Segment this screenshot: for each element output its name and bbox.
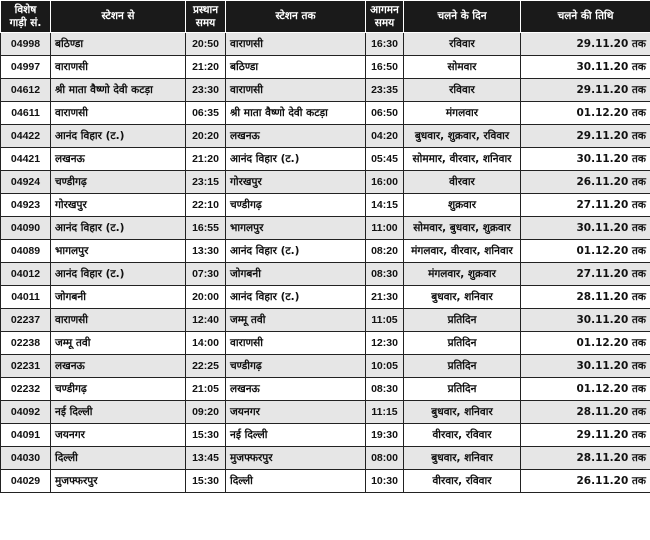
to-station: लखनऊ: [226, 378, 366, 401]
departure-time: 15:30: [186, 424, 226, 447]
train-number: 04092: [1, 401, 51, 424]
train-number: 02237: [1, 309, 51, 332]
table-row: [1, 286, 650, 309]
arrival-time: 19:30: [366, 424, 404, 447]
departure-time: 20:20: [186, 125, 226, 148]
valid-until-date: 01.12.20 तक: [521, 378, 650, 401]
arrival-time: 14:15: [366, 194, 404, 217]
table-row: [1, 125, 650, 148]
valid-until-date: 30.11.20 तक: [521, 355, 650, 378]
valid-until-date: 29.11.20 तक: [521, 424, 650, 447]
arrival-time: 12:30: [366, 332, 404, 355]
to-station: आनंद विहार (ट.): [226, 148, 366, 171]
running-days: प्रतिदिन: [404, 378, 521, 401]
departure-time: 23:30: [186, 79, 226, 102]
arrival-time: 11:00: [366, 217, 404, 240]
valid-until-date: 29.11.20 तक: [521, 79, 650, 102]
departure-time: 21:20: [186, 148, 226, 171]
valid-until-date: 27.11.20 तक: [521, 263, 650, 286]
valid-until-date: 30.11.20 तक: [521, 309, 650, 332]
from-station: बठिण्डा: [51, 33, 186, 56]
header-arrival: [366, 1, 404, 33]
train-number: 04924: [1, 171, 51, 194]
running-days: मंगलवार, शुक्रवार: [404, 263, 521, 286]
valid-until-date: 01.12.20 तक: [521, 332, 650, 355]
to-station: लखनऊ: [226, 125, 366, 148]
header-train-no-line1: विशेष: [14, 3, 37, 16]
from-station: जयनगर: [51, 424, 186, 447]
to-station: दिल्ली: [226, 470, 366, 493]
table-row: [1, 194, 650, 217]
to-station: नई दिल्ली: [226, 424, 366, 447]
running-days: बुधवार, शनिवार: [404, 286, 521, 309]
train-number: 04611: [1, 102, 51, 125]
departure-time: 21:05: [186, 378, 226, 401]
to-station: गोरखपुर: [226, 171, 366, 194]
running-days: वीरवार, रविवार: [404, 470, 521, 493]
from-station: वाराणसी: [51, 102, 186, 125]
header-to: स्टेशन तक: [226, 1, 366, 33]
valid-until-date: 28.11.20 तक: [521, 447, 650, 470]
departure-time: 13:45: [186, 447, 226, 470]
table-row: [1, 378, 650, 401]
departure-time: 21:20: [186, 56, 226, 79]
from-station: जोगबनी: [51, 286, 186, 309]
from-station: नई दिल्ली: [51, 401, 186, 424]
to-station: जयनगर: [226, 401, 366, 424]
table-row: [1, 56, 650, 79]
table-row: [1, 240, 650, 263]
departure-time: 20:50: [186, 33, 226, 56]
to-station: मुजफ्फरपुर: [226, 447, 366, 470]
valid-until-date: 28.11.20 तक: [521, 401, 650, 424]
from-station: गोरखपुर: [51, 194, 186, 217]
header-train-no: [1, 1, 51, 33]
running-days: सोमवार: [404, 56, 521, 79]
to-station: आनंद विहार (ट.): [226, 240, 366, 263]
train-number: 04012: [1, 263, 51, 286]
running-days: रविवार: [404, 79, 521, 102]
departure-time: 12:40: [186, 309, 226, 332]
to-station: वाराणसी: [226, 33, 366, 56]
valid-until-date: 01.12.20 तक: [521, 240, 650, 263]
train-number: 02231: [1, 355, 51, 378]
header-row: [1, 1, 650, 33]
from-station: भागलपुर: [51, 240, 186, 263]
to-station: आनंद विहार (ट.): [226, 286, 366, 309]
departure-time: 07:30: [186, 263, 226, 286]
from-station: जम्मू तवी: [51, 332, 186, 355]
valid-until-date: 30.11.20 तक: [521, 217, 650, 240]
table-row: [1, 470, 650, 493]
departure-time: 09:20: [186, 401, 226, 424]
valid-until-date: 27.11.20 तक: [521, 194, 650, 217]
running-days: वीरवार: [404, 171, 521, 194]
running-days: मंगलवार: [404, 102, 521, 125]
train-number: 04091: [1, 424, 51, 447]
running-days: रविवार: [404, 33, 521, 56]
train-number: 02238: [1, 332, 51, 355]
valid-until-date: 28.11.20 तक: [521, 286, 650, 309]
table-row: [1, 401, 650, 424]
from-station: वाराणसी: [51, 56, 186, 79]
to-station: वाराणसी: [226, 332, 366, 355]
from-station: आनंद विहार (ट.): [51, 263, 186, 286]
to-station: बठिण्डा: [226, 56, 366, 79]
train-number: 04421: [1, 148, 51, 171]
train-number: 04612: [1, 79, 51, 102]
train-number: 04089: [1, 240, 51, 263]
to-station: चण्डीगढ़: [226, 194, 366, 217]
running-days: बुधवार, शनिवार: [404, 401, 521, 424]
train-number: 04997: [1, 56, 51, 79]
running-days: सोमवार, बुधवार, शुक्रवार: [404, 217, 521, 240]
to-station: वाराणसी: [226, 79, 366, 102]
arrival-time: 16:50: [366, 56, 404, 79]
valid-until-date: 29.11.20 तक: [521, 33, 650, 56]
arrival-time: 08:30: [366, 263, 404, 286]
train-number: 04030: [1, 447, 51, 470]
arrival-time: 10:05: [366, 355, 404, 378]
departure-time: 15:30: [186, 470, 226, 493]
arrival-time: 04:20: [366, 125, 404, 148]
from-station: लखनऊ: [51, 148, 186, 171]
running-days: प्रतिदिन: [404, 309, 521, 332]
to-station: श्री माता वैष्णो देवी कटड़ा: [226, 102, 366, 125]
table-row: [1, 79, 650, 102]
table-row: [1, 332, 650, 355]
running-days: प्रतिदिन: [404, 332, 521, 355]
valid-until-date: 01.12.20 तक: [521, 102, 650, 125]
running-days: वीरवार, रविवार: [404, 424, 521, 447]
train-number: 04998: [1, 33, 51, 56]
valid-until-date: 30.11.20 तक: [521, 56, 650, 79]
table-row: [1, 33, 650, 56]
to-station: भागलपुर: [226, 217, 366, 240]
header-train-no-line2: गाड़ी सं.: [9, 16, 42, 29]
train-number: 04029: [1, 470, 51, 493]
table-row: [1, 355, 650, 378]
running-days: प्रतिदिन: [404, 355, 521, 378]
to-station: जम्मू तवी: [226, 309, 366, 332]
valid-until-date: 26.11.20 तक: [521, 171, 650, 194]
running-days: मंगलवार, वीरवार, शनिवार: [404, 240, 521, 263]
header-arrival-line1: आगमन: [370, 3, 399, 16]
arrival-time: 05:45: [366, 148, 404, 171]
from-station: लखनऊ: [51, 355, 186, 378]
header-arrival-line2: समय: [374, 16, 395, 29]
arrival-time: 08:00: [366, 447, 404, 470]
from-station: मुजफ्फरपुर: [51, 470, 186, 493]
running-days: शुक्रवार: [404, 194, 521, 217]
table-row: [1, 171, 650, 194]
train-number: 04090: [1, 217, 51, 240]
departure-time: 20:00: [186, 286, 226, 309]
arrival-time: 06:50: [366, 102, 404, 125]
departure-time: 13:30: [186, 240, 226, 263]
running-days: सोममार, वीरवार, शनिवार: [404, 148, 521, 171]
train-number: 02232: [1, 378, 51, 401]
to-station: जोगबनी: [226, 263, 366, 286]
departure-time: 16:55: [186, 217, 226, 240]
arrival-time: 08:30: [366, 378, 404, 401]
departure-time: 06:35: [186, 102, 226, 125]
from-station: चण्डीगढ़: [51, 378, 186, 401]
table-row: [1, 102, 650, 125]
running-days: बुधवार, शनिवार: [404, 447, 521, 470]
departure-time: 22:25: [186, 355, 226, 378]
from-station: वाराणसी: [51, 309, 186, 332]
train-number: 04011: [1, 286, 51, 309]
arrival-time: 16:00: [366, 171, 404, 194]
train-number: 04422: [1, 125, 51, 148]
arrival-time: 08:20: [366, 240, 404, 263]
from-station: श्री माता वैष्णो देवी कटड़ा: [51, 79, 186, 102]
header-days: चलने के दिन: [404, 1, 521, 33]
schedule-rows: [1, 33, 650, 493]
header-departure: [186, 1, 226, 33]
valid-until-date: 26.11.20 तक: [521, 470, 650, 493]
arrival-time: 16:30: [366, 33, 404, 56]
header-date: चलने की तिथि: [521, 1, 650, 33]
table-row: [1, 263, 650, 286]
valid-until-date: 30.11.20 तक: [521, 148, 650, 171]
table-row: [1, 148, 650, 171]
running-days: बुधवार, शुक्रवार, रविवार: [404, 125, 521, 148]
departure-time: 14:00: [186, 332, 226, 355]
departure-time: 23:15: [186, 171, 226, 194]
table-row: [1, 309, 650, 332]
arrival-time: 10:30: [366, 470, 404, 493]
train-number: 04923: [1, 194, 51, 217]
departure-time: 22:10: [186, 194, 226, 217]
arrival-time: 11:15: [366, 401, 404, 424]
header-from: स्टेशन से: [51, 1, 186, 33]
header-departure-line2: समय: [195, 16, 216, 29]
from-station: आनंद विहार (ट.): [51, 217, 186, 240]
to-station: चण्डीगढ़: [226, 355, 366, 378]
header-departure-line1: प्रस्थान: [192, 3, 219, 16]
arrival-time: 23:35: [366, 79, 404, 102]
from-station: आनंद विहार (ट.): [51, 125, 186, 148]
from-station: दिल्ली: [51, 447, 186, 470]
table-row: [1, 447, 650, 470]
arrival-time: 21:30: [366, 286, 404, 309]
arrival-time: 11:05: [366, 309, 404, 332]
from-station: चण्डीगढ़: [51, 171, 186, 194]
table-row: [1, 217, 650, 240]
valid-until-date: 29.11.20 तक: [521, 125, 650, 148]
table-row: [1, 424, 650, 447]
